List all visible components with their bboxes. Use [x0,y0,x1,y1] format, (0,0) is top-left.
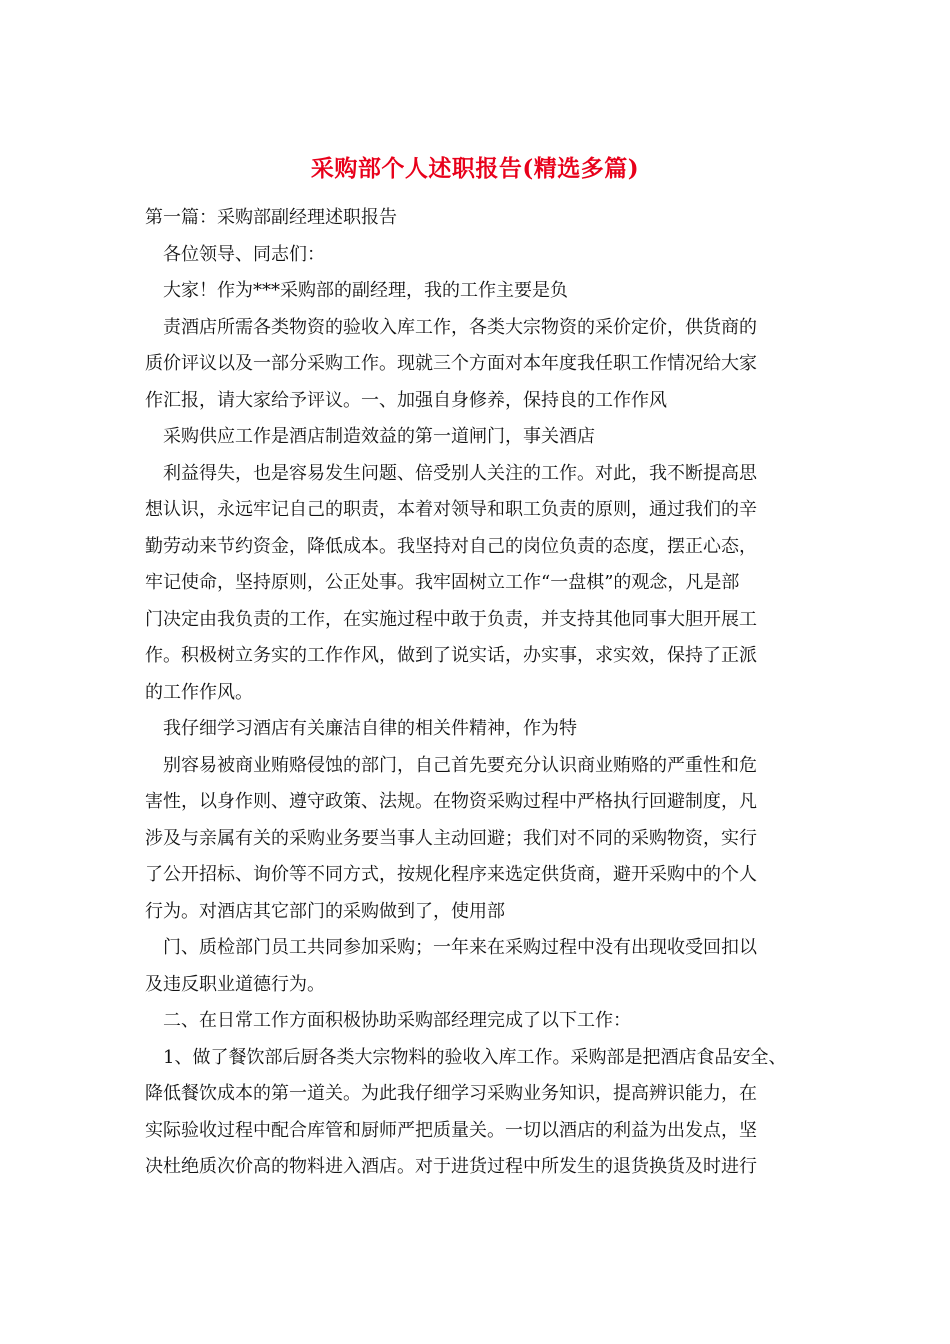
text-line: 大家！作为***采购部的副经理，我的工作主要是负 [163,280,568,301]
text-line: 实际验收过程中配合库管和厨师严把质量关。一切以酒店的利益为出发点，坚 [145,1119,757,1141]
document-title: 采购部个人述职报告(精选多篇) [310,155,640,182]
document-body [145,200,825,1186]
text-line: 责酒店所需各类物资的验收入库工作，各类大宗物资的采价定价，供货商的 [163,316,757,338]
text-line: 质价评议以及一部分采购工作。现就三个方面对本年度我任职工作情况给大家 [145,353,757,374]
text-line: 了公开招标、询价等不同方式，按规化程序来选定供货商，避开采购中的个人 [145,864,757,885]
text-line: 勤劳动来节约资金，降低成本。我坚持对自己的岗位负责的态度，摆正心态， [145,535,757,557]
text-line: 第一篇：采购部副经理述职报告 [145,207,397,228]
text-line: 别容易被商业贿赂侵蚀的部门，自己首先要充分认识商业贿赂的严重性和危 [163,754,757,776]
text-line: 涉及与亲属有关的采购业务要当事人主动回避；我们对不同的采购物资，实行 [145,827,757,849]
text-line: 作汇报，请大家给予评议。一、加强自身修养，保持良的工作作风 [145,389,667,411]
text-line: 采购供应工作是酒店制造效益的第一道闸门，事关酒店 [163,426,595,447]
text-line: 利益得失，也是容易发生问题、倍受别人关注的工作。对此，我不断提高思 [163,462,757,484]
text-line: 牢记使命，坚持原则，公正处事。我牢固树立工作“一盘棋”的观念，凡是部 [145,572,740,593]
text-line: 作。积极树立务实的工作作风，做到了说实话，办实事，求实效，保持了正派 [145,645,757,666]
text-line: 门、质检部门员工共同参加采购；一年来在采购过程中没有出现收受回扣以 [163,937,757,958]
text-line: 决杜绝质次价高的物料进入酒店。对于进货过程中所发生的退货换货及时进行 [145,1156,757,1177]
text-line: 门决定由我负责的工作，在实施过程中敢于负责，并支持其他同事大胆开展工 [145,608,757,630]
text-line: 及违反职业道德行为。 [145,973,325,995]
text-line: 行为。对酒店其它部门的采购做到了，使用部 [145,900,505,922]
text-line: 我仔细学习酒店有关廉洁自律的相关件精神，作为特 [163,718,577,739]
text-line: 的工作作风。 [145,681,253,703]
text-line: 害性，以身作则、遵守政策、法规。在物资采购过程中严格执行回避制度，凡 [145,791,757,812]
text-line: 二、在日常工作方面积极协助采购部经理完成了以下工作： [163,1010,631,1031]
text-line: 降低餐饮成本的第一道关。为此我仔细学习采购业务知识，提高辨识能力，在 [145,1083,757,1104]
text-line: 各位领导、同志们： [163,243,325,265]
text-line: 1、做了餐饮部后厨各类大宗物料的验收入库工作。采购部是把酒店食品安全、 [163,1046,787,1068]
text-line: 想认识，永远牢记自己的职责，本着对领导和职工负责的原则，通过我们的辛 [145,499,757,520]
